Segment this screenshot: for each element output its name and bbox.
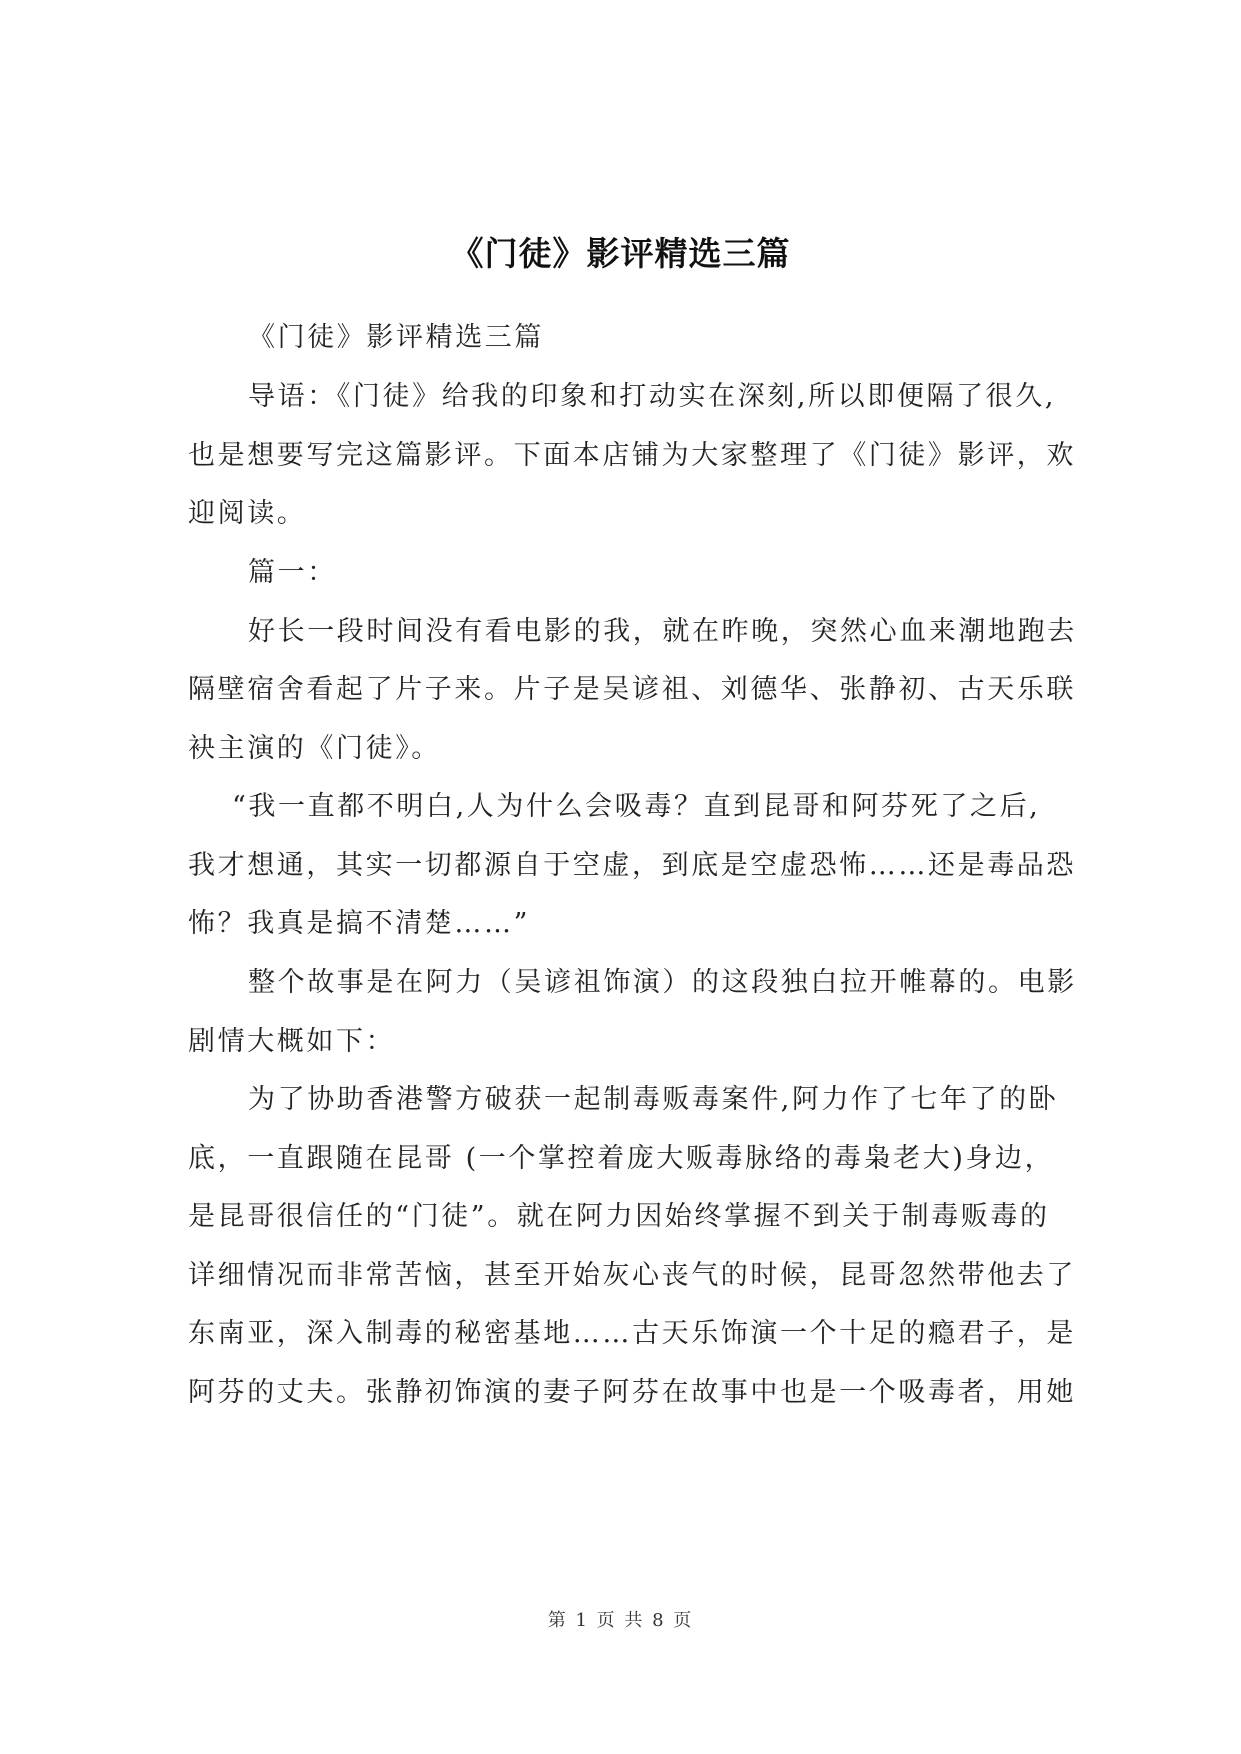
subtitle-line: 《门徒》影评精选三篇 — [248, 322, 544, 353]
body-line: 底，一直跟随在昆哥 (一个掌控着庞大贩毒脉络的毒枭老大)身边， — [188, 1143, 1055, 1174]
body-line: 导语：《门徒》给我的印象和打动实在深刻,所以即便隔了很久, — [248, 381, 1057, 412]
body-line: 好长一段时间没有看电影的我，就在昨晚，突然心血来潮地跑去 — [248, 616, 1077, 647]
body-line: 为了协助香港警方破获一起制毒贩毒案件,阿力作了七年了的卧 — [248, 1084, 1059, 1115]
body-line: 迎阅读。 — [188, 498, 307, 529]
section-heading: 篇一： — [248, 557, 337, 588]
quote-line: “我一直都不明白,人为什么会吸毒？直到昆哥和阿芬死了之后, — [232, 791, 1041, 822]
quote-line: 我才想通，其实一切都源自于空虚，到底是空虚恐怖……还是毒品恐 — [188, 850, 1076, 881]
body-line: 东南亚，深入制毒的秘密基地……古天乐饰演一个十足的瘾君子，是 — [188, 1318, 1076, 1349]
body-line: 是昆哥很信任的“门徒”。就在阿力因始终掌握不到关于制毒贩毒的 — [188, 1201, 1050, 1232]
body-line: 整个故事是在阿力（吴谚祖饰演）的这段独白拉开帷幕的。电影 — [248, 967, 1077, 998]
body-line: 也是想要写完这篇影评。下面本店铺为大家整理了《门徒》影评，欢 — [188, 440, 1076, 471]
body-line: 袂主演的《门徒》。 — [188, 733, 441, 764]
body-line: 剧情大概如下： — [188, 1026, 396, 1057]
body-line: 详细情况而非常苦恼，甚至开始灰心丧气的时候，昆哥忽然带他去了 — [188, 1260, 1076, 1291]
body-line: 阿芬的丈夫。张静初饰演的妻子阿芬在故事中也是一个吸毒者，用她 — [188, 1377, 1076, 1408]
quote-line: 怖？我真是搞不清楚……” — [188, 908, 531, 939]
page-title: 《门徒》影评精选三篇 — [450, 234, 791, 273]
body-line: 隔壁宿舍看起了片子来。片子是吴谚祖、刘德华、张静初、古天乐联 — [188, 674, 1076, 705]
page-number: 第 1 页 共 8 页 — [547, 1610, 694, 1631]
